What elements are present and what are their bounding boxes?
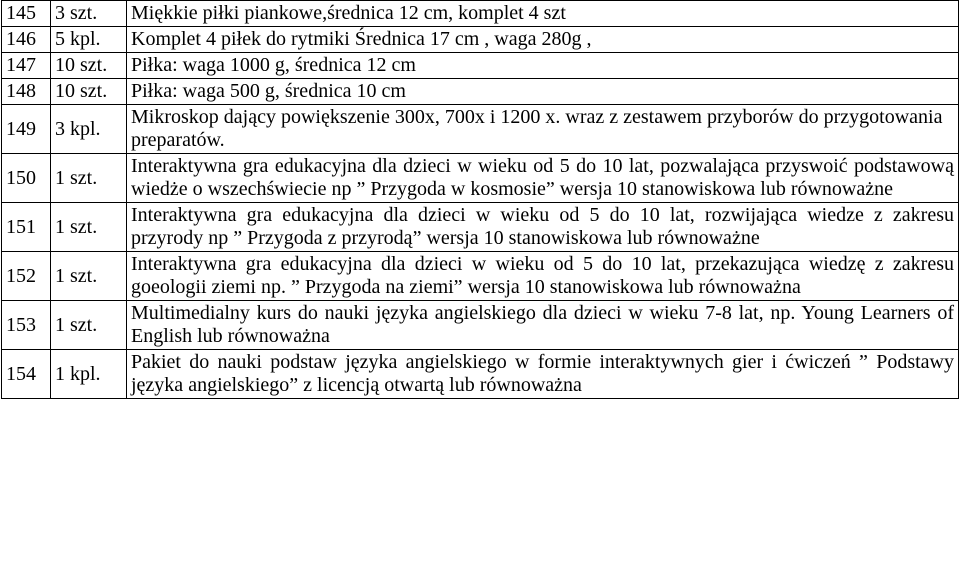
row-description: Pakiet do nauki podstaw języka angielskiego w formie interaktywnych gier i ćwiczeń ” Podstawy języka angielskiego” z licencją otwartą lub równoważna [127, 350, 959, 399]
row-quantity: 3 kpl. [51, 105, 127, 154]
table-row [2, 203, 959, 252]
row-description: Interaktywna gra edukacyjna dla dzieci w wieku od 5 do 10 lat, przekazująca wiedzę z zakresu goeologii ziemi np. ” Przygoda na ziemi” wersja 10 stanowiskowa lub równoważna [127, 252, 959, 301]
table-row [2, 1, 959, 27]
row-number: 146 [2, 27, 51, 53]
row-number: 152 [2, 252, 51, 301]
table-row [2, 79, 959, 105]
row-description: Komplet 4 piłek do rytmiki Średnica 17 cm , waga 280g , [127, 27, 959, 53]
row-description: Multimedialny kurs do nauki języka angielskiego dla dzieci w wieku 7-8 lat, np. Young Learners of English lub równoważna [127, 301, 959, 350]
items-table [1, 0, 959, 399]
table-row [2, 350, 959, 399]
table-row [2, 27, 959, 53]
row-quantity: 1 szt. [51, 252, 127, 301]
row-number: 150 [2, 154, 51, 203]
row-quantity: 1 szt. [51, 154, 127, 203]
row-number: 153 [2, 301, 51, 350]
table-row [2, 154, 959, 203]
row-number: 147 [2, 53, 51, 79]
row-number: 154 [2, 350, 51, 399]
table-row [2, 252, 959, 301]
row-description: Piłka: waga 500 g, średnica 10 cm [127, 79, 959, 105]
row-quantity: 5 kpl. [51, 27, 127, 53]
table-row [2, 53, 959, 79]
row-quantity: 1 kpl. [51, 350, 127, 399]
row-description: Piłka: waga 1000 g, średnica 12 cm [127, 53, 959, 79]
row-quantity: 10 szt. [51, 79, 127, 105]
row-quantity: 1 szt. [51, 203, 127, 252]
row-number: 148 [2, 79, 51, 105]
row-description: Interaktywna gra edukacyjna dla dzieci w wieku od 5 do 10 lat, rozwijająca wiedze z zakresu przyrody np ” Przygoda z przyrodą” wersja 10 stanowiskowa lub równoważne [127, 203, 959, 252]
row-description: Interaktywna gra edukacyjna dla dzieci w wieku od 5 do 10 lat, pozwalająca przyswoić podstawową wiedże o wszechświecie np ” Przygoda w kosmosie” wersja 10 stanowiskowa lub równoważne [127, 154, 959, 203]
row-number: 145 [2, 1, 51, 27]
row-description: Mikroskop dający powiększenie 300x, 700x i 1200 x. wraz z zestawem przyborów do przygotowania preparatów. [127, 105, 959, 154]
row-quantity: 1 szt. [51, 301, 127, 350]
row-description: Miękkie piłki piankowe,średnica 12 cm, komplet 4 szt [127, 1, 959, 27]
table-row [2, 105, 959, 154]
row-quantity: 3 szt. [51, 1, 127, 27]
table-row [2, 301, 959, 350]
row-number: 151 [2, 203, 51, 252]
row-number: 149 [2, 105, 51, 154]
row-quantity: 10 szt. [51, 53, 127, 79]
